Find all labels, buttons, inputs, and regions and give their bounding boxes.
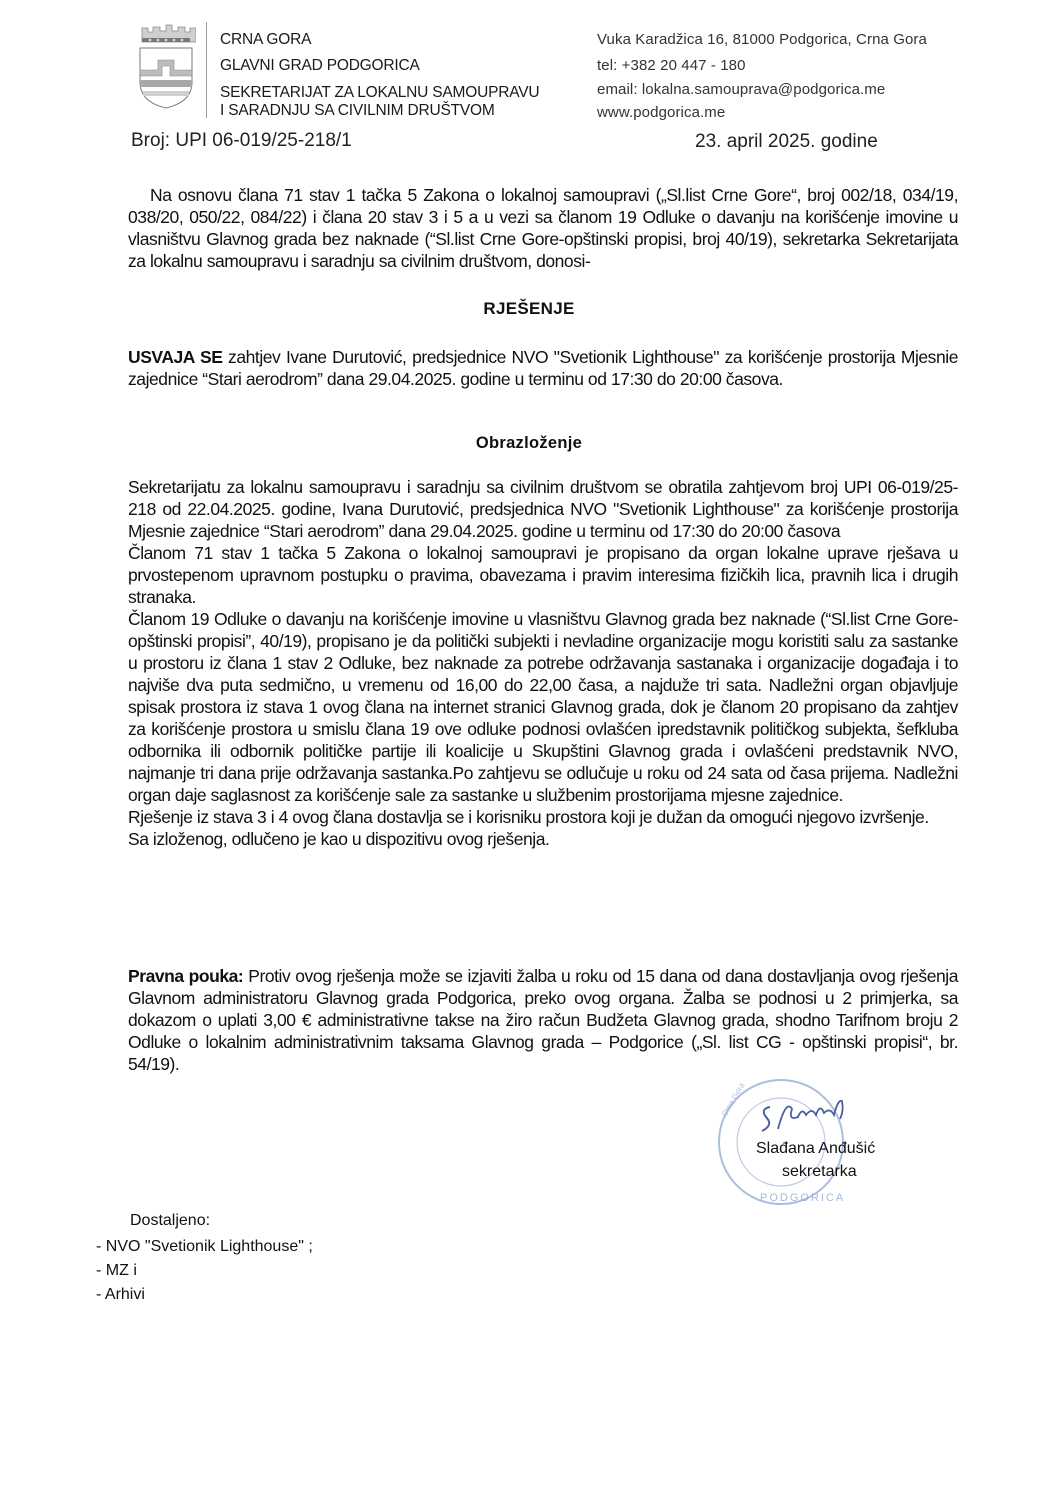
legal-notice-section [128,965,958,1075]
legal-notice-text: Protiv ovog rješenja može se izjaviti žalba u roku od 15 dana od dana dostavljanja ovog rješenja Glavnom administratoru Glavnog grada Podgorica, preko ovog organa. Žalba se podnosi u 2 primjerka, sa dokazom o uplati 3,00 € administrativne takse na žiro račun Budžeta Glavnog grada, shodno Tarifnom broju 2 Odluke o lokalnim administrativnim taksama Glavnog grada – Podgorice („Sl. list CG - opštinski propisi“, br. 54/19). [128,966,958,1074]
legal-notice-paragraph [128,965,958,1075]
handwritten-signature-icon [756,1097,866,1137]
decision-text: zahtjev Ivane Durutović, predsjednice NVO "Svetionik Lighthouse" za korišćenje prostorija Mjesnie zajednice “Stari aerodrom” dana 29.04.2025. godine u terminu od 17:30 do 20:00 časova. [128,347,958,389]
reasoning-paragraph-4: Rješenje iz stava 3 i 4 ovog člana dostavlja se i korisniku prostora koji je dužan da omogući njegovo izvršenje. [128,807,929,827]
contact-phone: tel: +382 20 447 - 180 [597,57,746,74]
svg-text:Crna Gora: Crna Gora [719,1081,747,1118]
legal-notice-lead: Pravna pouka: [128,966,244,986]
contact-website: www.podgorica.me [597,104,726,121]
header-department-line1: SEKRETARIJAT ZA LOKALNU SAMOUPRAVU [220,84,540,101]
reasoning-paragraph-2: Članom 71 stav 1 tačka 5 Zakona o lokalnoj samoupravi je propisano da organ lokalne uprave rješava u prvostepenom upravnom postupku o pravima, obavezama i pravim interesima fizičkih lica, pravnih lica i drugih stranaka. [128,543,958,607]
reasoning-paragraph-3: Članom 19 Odluke o davanju na korišćenje imovine u vlasništvu Glavnog grada bez naknade (“Sl.list Crne Gore-opštinski propisi”, 40/19), propisano je da politički subjekti i nevladine organizacije mogu koristiti salu za sastanke u prostoru iz člana 1 stav 2 Odluke, bez naknade za potrebe održavanja sastanaka i organizacije događaja i to najviše dva puta sedmično, u vremenu od 16,00 do 22,00 časa, a najduže tri sata. Nadležni organ objavljuje spisak prostora iz stava 1 ovog člana na internet stranici Glavnog grada, dok je članom 20 propisano da zahtjev za korišćenje prostora u smislu člana 19 ove odluke podnosi ovlašćen ipredstavnik političkog subjekta, šefkluba odbornika ili odbornik političke partije ili koalicije u Skupštini Glavnog grada i ovlašćeni predstavnik NVO, najmanje tri dana prije održavanja sastanka.Po zahtjevu se odlučuje u roku od 24 sata od časa prijema. Nadležni organ daje saglasnost za korišćenje sale za sastanke u službenim prostorijama mjesne zajednice. [128,609,958,805]
distribution-item: - Arhivi [96,1286,145,1303]
signatory-name: Slađana Anđušić [756,1140,876,1157]
header-department-line2: I SARADNJU SA CIVILNIM DRUŠTVOM [220,102,495,119]
svg-text:PODGORICA: PODGORICA [760,1192,846,1204]
distribution-item: - NVO "Svetionik Lighthouse" ; [96,1238,313,1255]
distribution-item: - MZ i [96,1262,137,1279]
podgorica-coat-of-arms-icon [136,22,196,110]
preamble-text: Na osnovu člana 71 stav 1 tačka 5 Zakona o lokalnoj samoupravi („Sl.list Crne Gore“, broj 002/18, 034/19, 038/20, 050/22, 084/22) i člana 20 stav 3 i 5 a u vezi sa članom 19 Odluke o davanju na korišćenje imovine u vlasništvu Glavnog grada bez naknade (“Sl.list Crne Gore-opštinski propisi, broj 40/19), sekretarka Sekretarijata za lokalnu samoupravu i saradnju sa civilnim društvom, donosi- [128,185,958,271]
distribution-label: Dostaljeno: [130,1212,211,1229]
signatory-title: sekretarka [782,1163,857,1180]
contact-email: email: lokalna.samouprava@podgorica.me [597,81,886,98]
header-divider [206,22,207,118]
header-country: CRNA GORA [220,31,312,48]
decision-lead: USVAJA SE [128,347,223,367]
decision-section [128,346,958,390]
header-city: GLAVNI GRAD PODGORICA [220,57,420,74]
document-number: Broj: UPI 06-019/25-218/1 [131,130,352,151]
decision-paragraph [128,346,958,390]
contact-address: Vuka Karadžica 16, 81000 Podgorica, Crna Gora [597,31,927,48]
reasoning-section [128,476,958,850]
decision-title: RJEŠENJE [483,299,575,318]
preamble-section [128,184,958,272]
document-date: 23. april 2025. godine [695,131,878,152]
reasoning-paragraph-5: Sa izloženog, odlučeno je kao u dispozitivu ovog rješenja. [128,829,550,849]
reasoning-title: Obrazloženje [475,434,583,452]
reasoning-paragraph-1: Sekretarijatu za lokalnu samoupravu i saradnju sa civilnim društvom se obratila zahtjevom broj UPI 06-019/25-218 od 22.04.2025. godine, Ivana Durutović, predsjednica NVO "Svetionik Lighthouse" za korišćenje prostorija Mjesnie zajednice “Stari aerodrom” dana 29.04.2025. godine u terminu od 17:30 do 20:00 časova [128,477,958,541]
